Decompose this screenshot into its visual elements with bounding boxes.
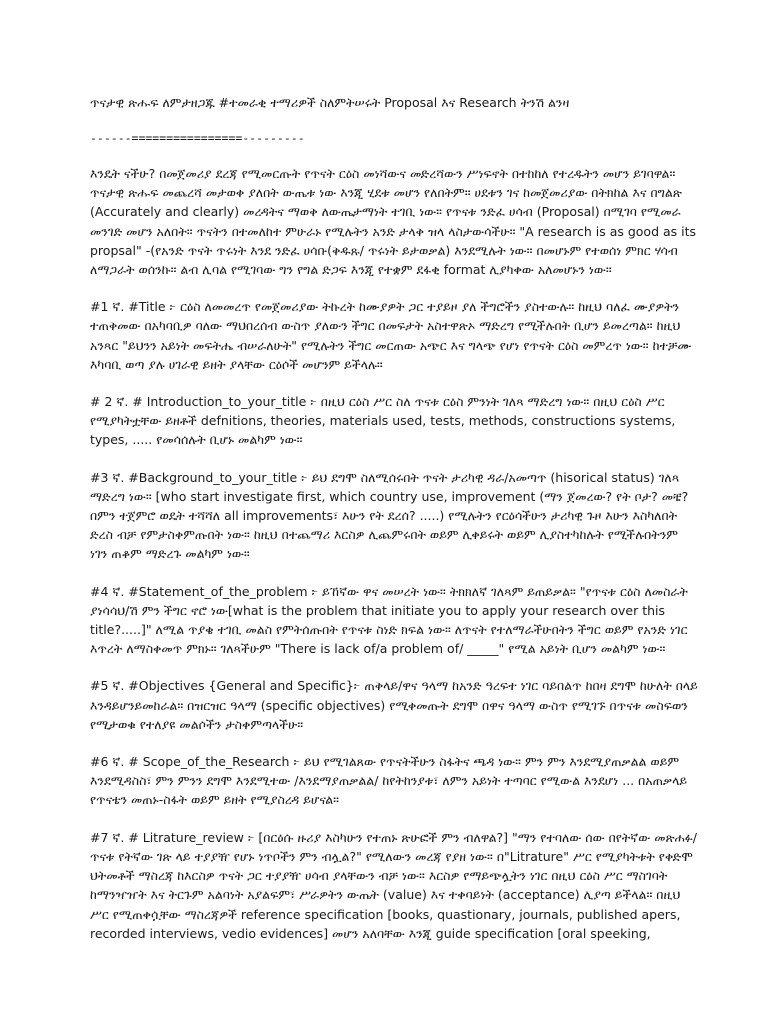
section-2-introduction: # 2 ኛ. # Introduction_to_your_title ፦ በዚህ ርዕስ ሥር ስለ ጥናቱ ርዕስ ምንነት ገለጻ ማድረግ ነው። በዚህ ርዕስ ሥር የሚያካትቷቸው ይዘቶች defnitions, theories, materials used, tests, methods, constructions systems, types, ..... የመሳሰሉት ቢሆኑ መልካም ነው። bbox=[90, 394, 676, 448]
section-6-scope: #6 ኛ. # Scope_of_the_Research ፦ ይህ የሚገልጸው የጥናትችሁን ስፋትና ጫዳ ነው። ምን ምን እንደሚያጠቃልል ወይም እንደሚዳስስ፣ ምን ምንን ደግሞ እንደሚተው /እንደማያጠቃልል/ ከየትከንያቱ፣ ለምን አይነት ተጣባር የሚውል እንደሆነ ... በአጠቃላይ የጥናቴን መጠኑ-ስፋት ወይም ይዘት የሚያስረዳ ይሆናል። bbox=[90, 754, 688, 808]
section-7-literature-review: #7 ኛ. # Litrature_review ፦ [በርዕሱ ዙሪያ እስካሁን የተጠኑ ጽሁፎች ምን ብለዋል?] "ማን የተባለው ሰው በየትኛው መጽሐፉ/ጥናቱ የትኛው ገጽ ላይ ተያያዥ የሆኑ ነጥቦችን ምን ብሏል?" የሚለውን መረጃ የያዘ ነው። በ"Litrature" ሥር የሚያካትቱት የቀድሞ ህትመቶች ማስረጃ ከእርስዎ ጥናት ጋር ተያያዥ ሀሳብ ያላቸውን ብቻ ነው። እርስዎ የማይጭሏትን ነገር በዚህ ርዕስ ሥር ማስገባት ከማንዣዠት እና ትርጉም አልባነት አያልፍም፣ ሥራዎትን ውጤት (value) እና ተቀባይነት (acceptance) ሊያጣ ይችላል። በዚህ ሥር የሚጠቀሷቸው ማስረጃዎች reference specification [books, quastionary, journals, published apers, recorded interviews, vedio evidences] መሆን አለባቸው እንጂ guide specification [oral speeking, bbox=[90, 829, 697, 941]
section-4-statement-of-problem: #4 ኛ. #Statement_of_the_problem ፦ ይኸኛው ዋና መሠረት ነው። ትክክለኛ ገለጻም ይጠይቃል። "የጥናቱ ርዕስ ለመስራት ያነሳሳህ/ሽ ምን ችግር ኖሮ ነው[what is the problem that initiate you to apply your research over this title?.....]" ለሚል ጥያቄ ተገቢ መልስ የምትሰጡበት የጥናቱ ስነድ ክፍል ነው። ለጥናት የተለማራችሁበትን ችግር ወይም የአንድ ነገር እጥረት ለማስቀመጥ ምክኑ። ገለጻችሁም "There is lack of/a problem of/ _____" የሚል አይነት ቢሆን መልካም ነው። bbox=[90, 583, 688, 657]
section-3-background: #3 ኛ. #Background_to_your_title ፦ ይህ ደግሞ ስለሚሰሩበት ጥናት ታሪካዊ ዳራ/አመጣጥ (hisorical status) ገለጻ ማድረግ ነው። [who start investigate first, which country use, improvement (ማን ጀመረው? የት ቦታ? መቼ? በምን ተጀምሮ ወዴት ተሻሻለ all improvements፣ እሁን የት ደረሰ? .....) የሚሉትን የርዕሳችሁን ታሪካዊ ጉዞ እሁን እስካለበት ድረስ ብቻ የምታስቀምጡበት ነው። ከዚህ በተጨማሪ እርስዎ ሊጨምሩበት ወይም ሊቀይሩት ወይም ሊያስተካከሉት የሚችሉበትንም ነገን ጠቆም ማድረጉ መልካም ነው። bbox=[90, 469, 689, 562]
document-title: ጥናታዊ ጽሑፍ ለምታዘጋጁ #ተመራቂ ተማሪዎች ስለምትሠሩት Proposal እና Research ትንሽ ልንዛ bbox=[90, 95, 570, 110]
section-1-title: #1 ኛ. #Title ፦ ርዕስ ለመመረጥ የመጀመሪያው ትኩረት ከሙያዎት ጋር ተያይዞ ያለ ችግሮችን ያስተውሉ። ከዚህ ባለፈ ሙያዎትን ተጠቅመው በአካባቢዎ ባለው ማህበረሰብ ውስጥ ያለውን ችግር በመፍታት አስተዋጽኦ ማድረግ የሚችሉበት ቢሆን ይመረጣል። ከዚህ አንጻር "ይህንን አይነት መፍትሔ ብሠራለሁት" የሚሉትን ችግር መርጠው አጭር እና ግላጭ የሆነ የጥናት ርዕስ መምረጥ ነው። ከተቻሙ እካባቢ ወጣ ያሉ ሀገራዊ ይዘት ያላቸው ርዕሶች መሆንም ይችላሉ። bbox=[90, 299, 692, 372]
separator-line: ------================--------- bbox=[90, 131, 305, 145]
intro-paragraph: እንዴት ናችሁ? በመጀመሪያ ደረጃ የሚመርጡት የጥናት ርዕስ መነሻውና መድረሻውን ሥነፍኖት በተከከለ የተረዱትን መሆን ይገባዋል። ጥናታዊ ጽሑፍ መጨረሻ መታወቀ ያለበት ውጤቱ ነው እንጂ ሂደቱ መሆን የለበትም። ሀደቱን ገና ከመጀመሪያው በትክከል እና በግልጽ (Accurately and clearly) መረዳትና ማወቅ ለውጤታማነት ተገቢ ነው። የጥናቱ ንድፈ ሀሳብ (Proposal) በሚገባ የሚመራ መንገድ መሆን አለበት። ጥናትን በተመለከተ ምሁራኑ የሚሉትን አንድ ታላቅ ዝላ ላስታውሳችሁ። "A research is as good as its propsal" -(የአንድ ጥናት ጥሩነት እንደ ንድፈ ሀሳቡ(ቅዱጹ/ ጥሩነት ይታወቃል) እንደሚሉት ነው። በመሆኑም የተወሰነ ምክር ሃሳብ ለማጋራት ወሰንኩ። ልብ ሊባል የሚገባው ግን የግል ድጋፍ እንጂ የተቋም ደፋቂ format ሊያካቀው አለመሆኑን ነው። bbox=[90, 166, 697, 278]
section-5-objectives: #5 ኛ. #Objectives {General and Specific}፦ ጠቅላይ/ዋና ዓላማ ከአንድ ዓረፍተ ነገር ባይበልጥ ከበዛ ደግሞ ከሁለት በላይ እንዳይሆንይመከራል። በዝርዝር ዓላማ (specific objectives) የሚቀመጡት ደግሞ በዋና ዓላማ ውስጥ የሚገኙ በጥናቱ መስፍወን የሚታወቁ የተለያዩ መልሶችን ታስቀምጣላችሁ። bbox=[90, 678, 698, 732]
